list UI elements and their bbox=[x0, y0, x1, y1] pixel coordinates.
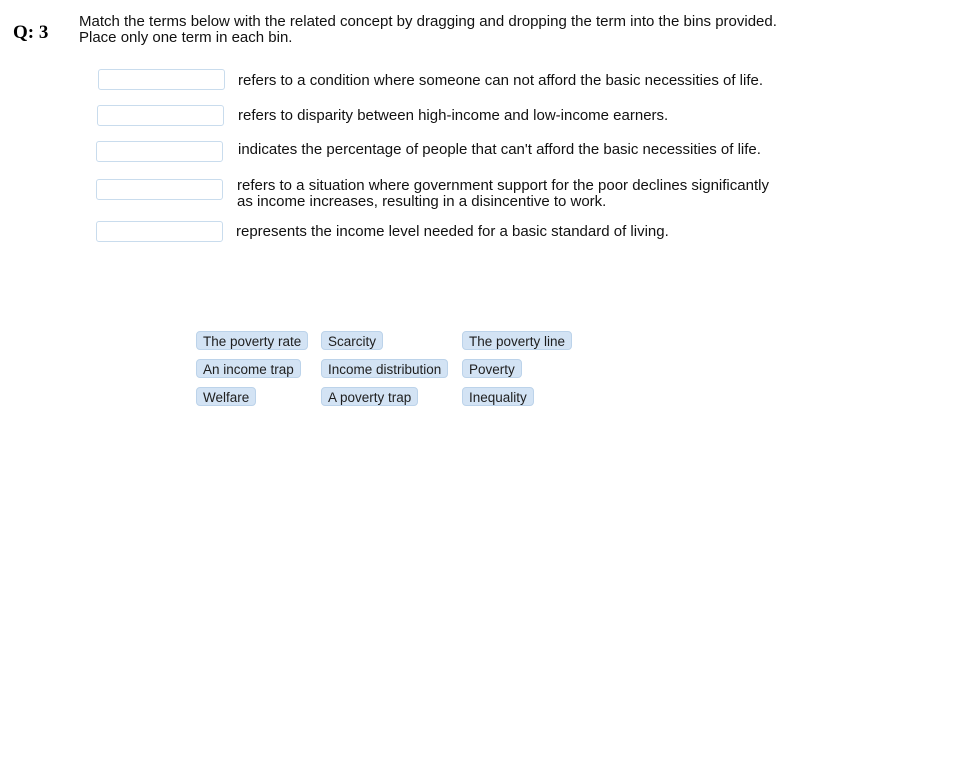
instructions-line-1: Match the terms below with the related concept by dragging and dropping the term into the bins provided. bbox=[79, 13, 777, 30]
drop-bin-5[interactable] bbox=[96, 221, 223, 242]
bin-description-2 bbox=[238, 108, 668, 124]
term-a-poverty-trap[interactable]: A poverty trap bbox=[321, 387, 418, 406]
bin-description-3 bbox=[238, 142, 761, 158]
bin-description-1 bbox=[238, 73, 763, 89]
bin-description-5-line-1: represents the income level needed for a basic standard of living. bbox=[236, 223, 669, 240]
bin-description-4-line-2: as income increases, resulting in a disincentive to work. bbox=[237, 193, 607, 210]
term-poverty[interactable]: Poverty bbox=[462, 359, 522, 378]
bin-description-4 bbox=[237, 178, 769, 210]
term-scarcity[interactable]: Scarcity bbox=[321, 331, 383, 350]
term-the-poverty-line[interactable]: The poverty line bbox=[462, 331, 572, 350]
term-an-income-trap[interactable]: An income trap bbox=[196, 359, 301, 378]
term-inequality[interactable]: Inequality bbox=[462, 387, 534, 406]
term-income-distribution[interactable]: Income distribution bbox=[321, 359, 448, 378]
bin-description-3-line-1: indicates the percentage of people that can't afford the basic necessities of life. bbox=[238, 141, 761, 158]
instructions-line-2: Place only one term in each bin. bbox=[79, 29, 293, 46]
drop-bin-4[interactable] bbox=[96, 179, 223, 200]
drop-bin-2[interactable] bbox=[97, 105, 224, 126]
bin-description-1-line-1: refers to a condition where someone can not afford the basic necessities of life. bbox=[238, 72, 764, 89]
bin-description-4-line-1: refers to a situation where government support for the poor declines significantly bbox=[237, 177, 769, 194]
drop-bin-1[interactable] bbox=[98, 69, 225, 90]
question-number: Q: 3 bbox=[13, 22, 49, 43]
drop-bin-3[interactable] bbox=[96, 141, 223, 162]
term-the-poverty-rate[interactable]: The poverty rate bbox=[196, 331, 308, 350]
instructions bbox=[79, 14, 879, 46]
bin-description-5 bbox=[236, 224, 669, 240]
bin-description-2-line-1: refers to disparity between high-income and low-income earners. bbox=[238, 107, 669, 124]
term-welfare[interactable]: Welfare bbox=[196, 387, 256, 406]
